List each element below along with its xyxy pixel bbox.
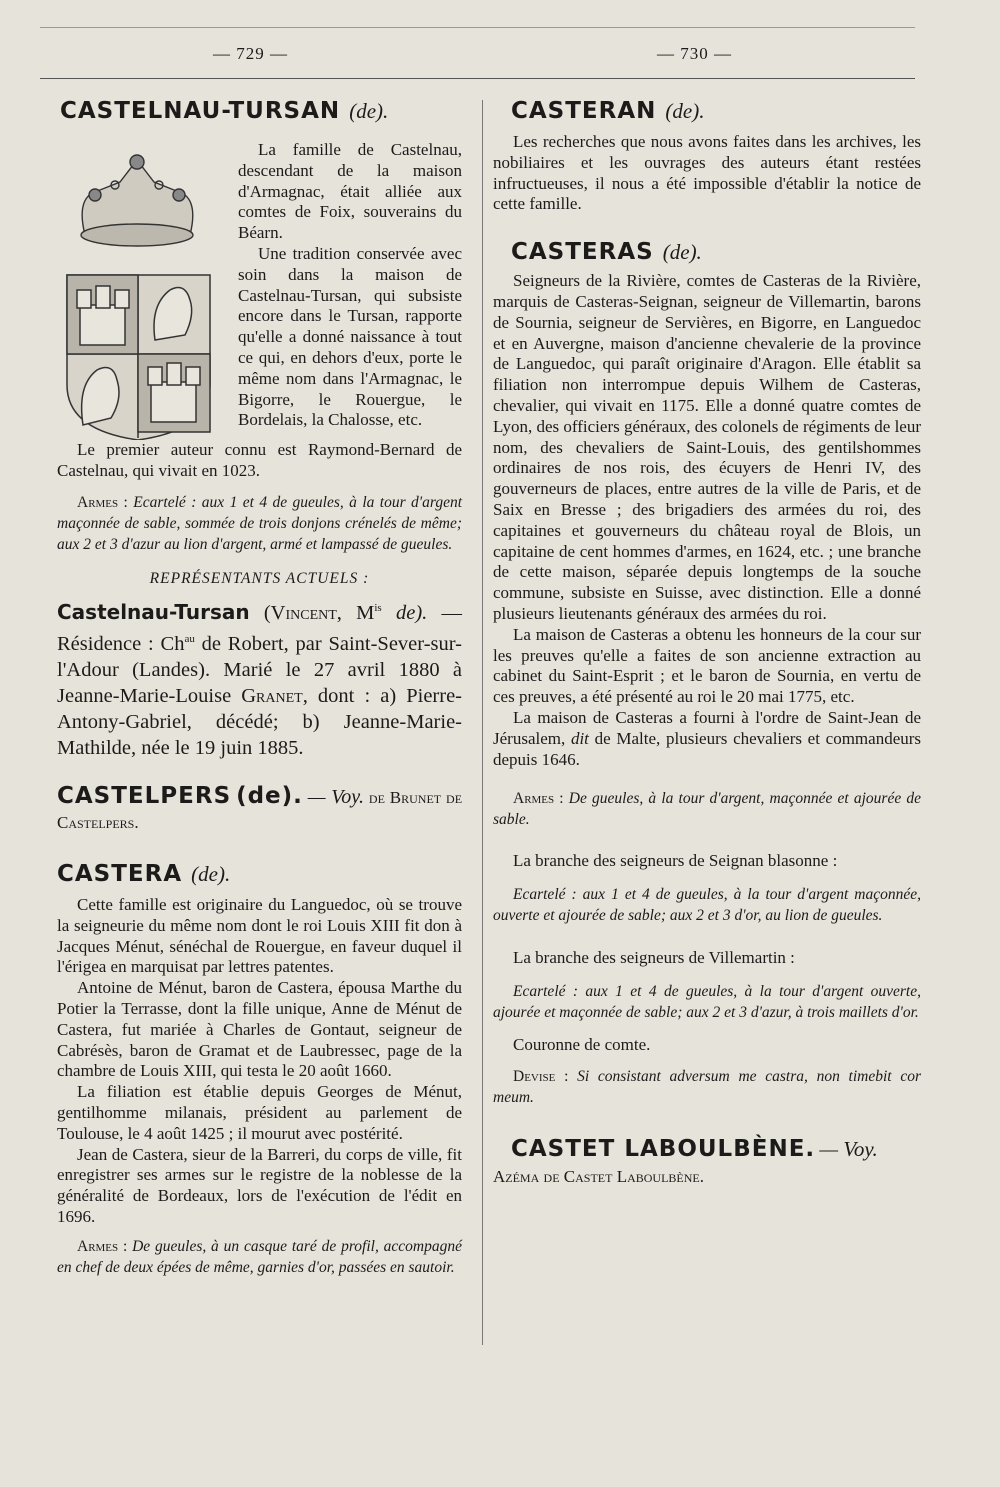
castet-name: CASTET LABOULBÈNE. xyxy=(511,1135,816,1162)
casteran-name: CASTERAN xyxy=(511,98,657,124)
casteras-arms xyxy=(493,788,921,830)
castera-para-1: Cette famille est originaire du Languedoc, où se trouve la seigneurie du même nom dont le roi Louis XIII fit don à Jacques Ménut, sénéchal de Rouergue, en faveur duquel il l'érigea en marquisat par lettres patentes. xyxy=(57,895,462,977)
page-number-left: — 729 — xyxy=(213,44,288,63)
devise-text: Si consistant adversum me castra, non timebit cor meum. xyxy=(493,1067,921,1106)
castelnau-name: CASTELNAU-TURSAN xyxy=(60,98,341,124)
castera-de: (de). xyxy=(191,862,231,887)
castera-para-4: Jean de Castera, sieur de la Barreri, du corps de ville, fit enregistrer ses armes sur le registre de la noblesse de la généralité de Bordeaux, lors de l'exécution de l'édit en 1696. xyxy=(57,1144,462,1226)
castelnau-body xyxy=(57,140,462,482)
castelnau-first-author: Le premier auteur connu est Raymond-Bernard de Castelnau, qui vivait en 1023. xyxy=(57,440,462,480)
right-column xyxy=(493,96,921,1190)
casteran-heading xyxy=(511,96,921,126)
castelpers-de: (de). xyxy=(236,783,303,810)
casteras-para-3b: de Malte, plusieurs chevaliers et commandeurs depuis 1646. xyxy=(493,728,922,769)
castera-para-3: La filiation est établie depuis Georges de Ménut, gentilhomme milanais, président au parlement de Toulouse, le 4 août 1425 ; il mourut avec postérité. xyxy=(57,1082,462,1143)
seignan-arms: Ecartelé : aux 1 et 4 de gueules, à la tour d'argent maçonnée, ouverte et ajourée de sable; aux 2 et 3 d'or, au lion de gueules. xyxy=(493,886,921,925)
representant-sup: is xyxy=(374,602,382,615)
villemartin-intro: La branche des seigneurs de Villemartin : xyxy=(513,948,795,968)
castelpers-voy: — Voy. xyxy=(307,786,364,809)
representant-de: de). xyxy=(395,602,428,625)
representant-name: Castelnau-Tursan xyxy=(57,600,250,625)
left-column xyxy=(57,96,462,1278)
couronne: Couronne de comte. xyxy=(513,1035,651,1055)
page-number-right: — 730 — xyxy=(657,44,732,63)
casteran-de: (de). xyxy=(665,99,705,123)
castelpers-entry xyxy=(57,781,462,835)
top-rule xyxy=(40,27,915,28)
castera-name: CASTERA xyxy=(57,861,183,888)
arms-label: Armes : xyxy=(77,1237,128,1255)
representants-title: REPRÉSENTANTS ACTUELS : xyxy=(149,569,370,587)
casteras-name: CASTERAS xyxy=(511,239,654,266)
casteras-para-3a: La maison de Casteras a fourni à l'ordre de Saint-Jean de Jérusalem, xyxy=(493,707,921,748)
header-rule xyxy=(40,78,915,79)
representant-title: (Vincent, M xyxy=(263,602,375,625)
casteras-arms-text: De gueules, à la tour d'argent, maçonnée et ajourée de sable. xyxy=(493,790,921,829)
castet-ref: Azéma de Castet Laboulbène. xyxy=(493,1166,704,1186)
representant-children: , dont : a) Pierre-Antony-Gabriel, décédé; b) Jeanne-Marie-Mathilde, née le 19 juin 1885. xyxy=(57,685,462,760)
castet-voy: — Voy. xyxy=(819,1136,878,1161)
arms-label: Armes : xyxy=(513,790,564,808)
castera-para-2: Antoine de Ménut, baron de Castera, épousa Marthe du Potier la Terrasse, dont la fille unique, Anne de Ménut de Castera, fut mariée à Charles de Gontaut, seigneur de Cabrésès, baron de Gramat et de Laubressec, page de la chambre de Louis XIII, qui testa le 20 août 1660. xyxy=(57,978,462,1081)
column-divider xyxy=(482,100,483,1345)
arms-label: Armes : xyxy=(77,493,128,511)
casteran-para-1: Les recherches que nous avons faites dans les archives, les nobiliaires et les ouvrages des auteurs étant restées infructueuses, il nous a été impossible d'établir la notice de cette famille. xyxy=(493,132,921,214)
representant-granet: Granet xyxy=(241,685,303,708)
castet-entry xyxy=(493,1134,921,1190)
castelnau-coat-of-arms-icon xyxy=(45,140,230,440)
devise xyxy=(493,1066,921,1108)
castera-arms-text: De gueules, à un casque taré de profil, accompagné en chef de deux épées de même, garnies d'or, passées en sautoir. xyxy=(57,1237,462,1276)
castelnau-arms xyxy=(57,492,462,555)
castelnau-intro: La famille de Castelnau, descendant de la maison d'Armagnac, était alliée aux comtes de Foix, souverains du Béarn. xyxy=(238,140,462,243)
casteras-de: (de). xyxy=(662,240,702,265)
casteras-para-3 xyxy=(493,708,921,770)
representant-residence: — Résidence : Ch xyxy=(57,602,463,656)
devise-label: Devise : xyxy=(513,1067,569,1085)
representant-sup2: au xyxy=(184,633,195,646)
castelnau-de: (de). xyxy=(349,99,389,123)
casteras-dit: dit xyxy=(570,728,589,748)
castelnau-arms-text: Ecartelé : aux 1 et 4 de gueules, à la tour d'argent maçonnée de sable, sommée de trois donjons crénelés de même; aux 2 et 3 d'azur au lion d'argent, armé et lampassé de gueules. xyxy=(57,493,463,553)
castera-heading xyxy=(57,859,462,889)
representant-marriage: de Robert, par Saint-Sever-sur-l'Adour (Landes). Marié le 27 avril 1880 à Jeanne-Marie-Louise xyxy=(57,633,462,708)
castelpers-name: CASTELPERS xyxy=(57,783,232,810)
representant-entry xyxy=(57,595,462,761)
castelnau-tradition: Une tradition conservée avec soin dans la maison de Castelnau-Tursan, qui subsiste encore dans le Tursan, rapporte qu'elle a donné naissance à tout ce qui, en dehors d'eux, porte le même nom dans l'Armagnac, le Bigorre, le Rouergue, le Bordelais, la Chalosse, etc. xyxy=(238,243,462,430)
casteras-para-2: La maison de Casteras a obtenu les honneurs de la cour sur les preuves qu'elle a faites de son ancienne extraction au cabinet du Saint-Esprit ; et le baron de Sournia, en vertu de ces preuves, a été présenté au roi le 20 mai 1775, etc. xyxy=(493,624,921,707)
castelpers-ref: de Brunet de Castelpers. xyxy=(57,788,463,833)
casteras-para-1: Seigneurs de la Rivière, comtes de Casteras de la Rivière, marquis de Casteras-Seignan, seigneur de Villemartin, barons de Sournia, seigneur de Servières, en Bigorre, en Languedoc et en Auvergne, maison d'ancienne chevalerie de la province de Languedoc, qui paraît originaire d'Aragon. Elle établit sa filiation non interrompue depuis Wilhem de Casteras, chevalier, qui vivait en 1175. Elle a donné quatre comtes de Lyon, des officiers généraux, des colonels de régiments de leur nom, des chevaliers de Saint-Louis, des gentilshommes ordinaires de nos rois, des écuyers de Henri IV, des gouverneurs de places, entre autres de la ville de Paris, et de Saix en Bresse ; des brigadiers des armées du roi, des capitaines et gouverneurs du château royal de Blois, un capitaine de cent hommes d'armes, en 1624, etc. ; une branche de cette maison, séparée depuis longtemps de la souche commune, subsiste en Suisse, avec distinction. Elle a donné plusieurs lieutenants généraux des armées du roi. xyxy=(493,271,921,623)
castera-arms xyxy=(57,1236,462,1278)
casteras-heading xyxy=(511,237,921,267)
castelnau-heading xyxy=(60,96,462,126)
villemartin-arms: Ecartelé : aux 1 et 4 de gueules, à la tour d'argent ouverte, ajourée et maçonnée de sable; aux 2 et 3 d'azur, à trois maillets d'or. xyxy=(493,983,921,1022)
seignan-intro: La branche des seigneurs de Seignan blasonne : xyxy=(513,851,838,871)
